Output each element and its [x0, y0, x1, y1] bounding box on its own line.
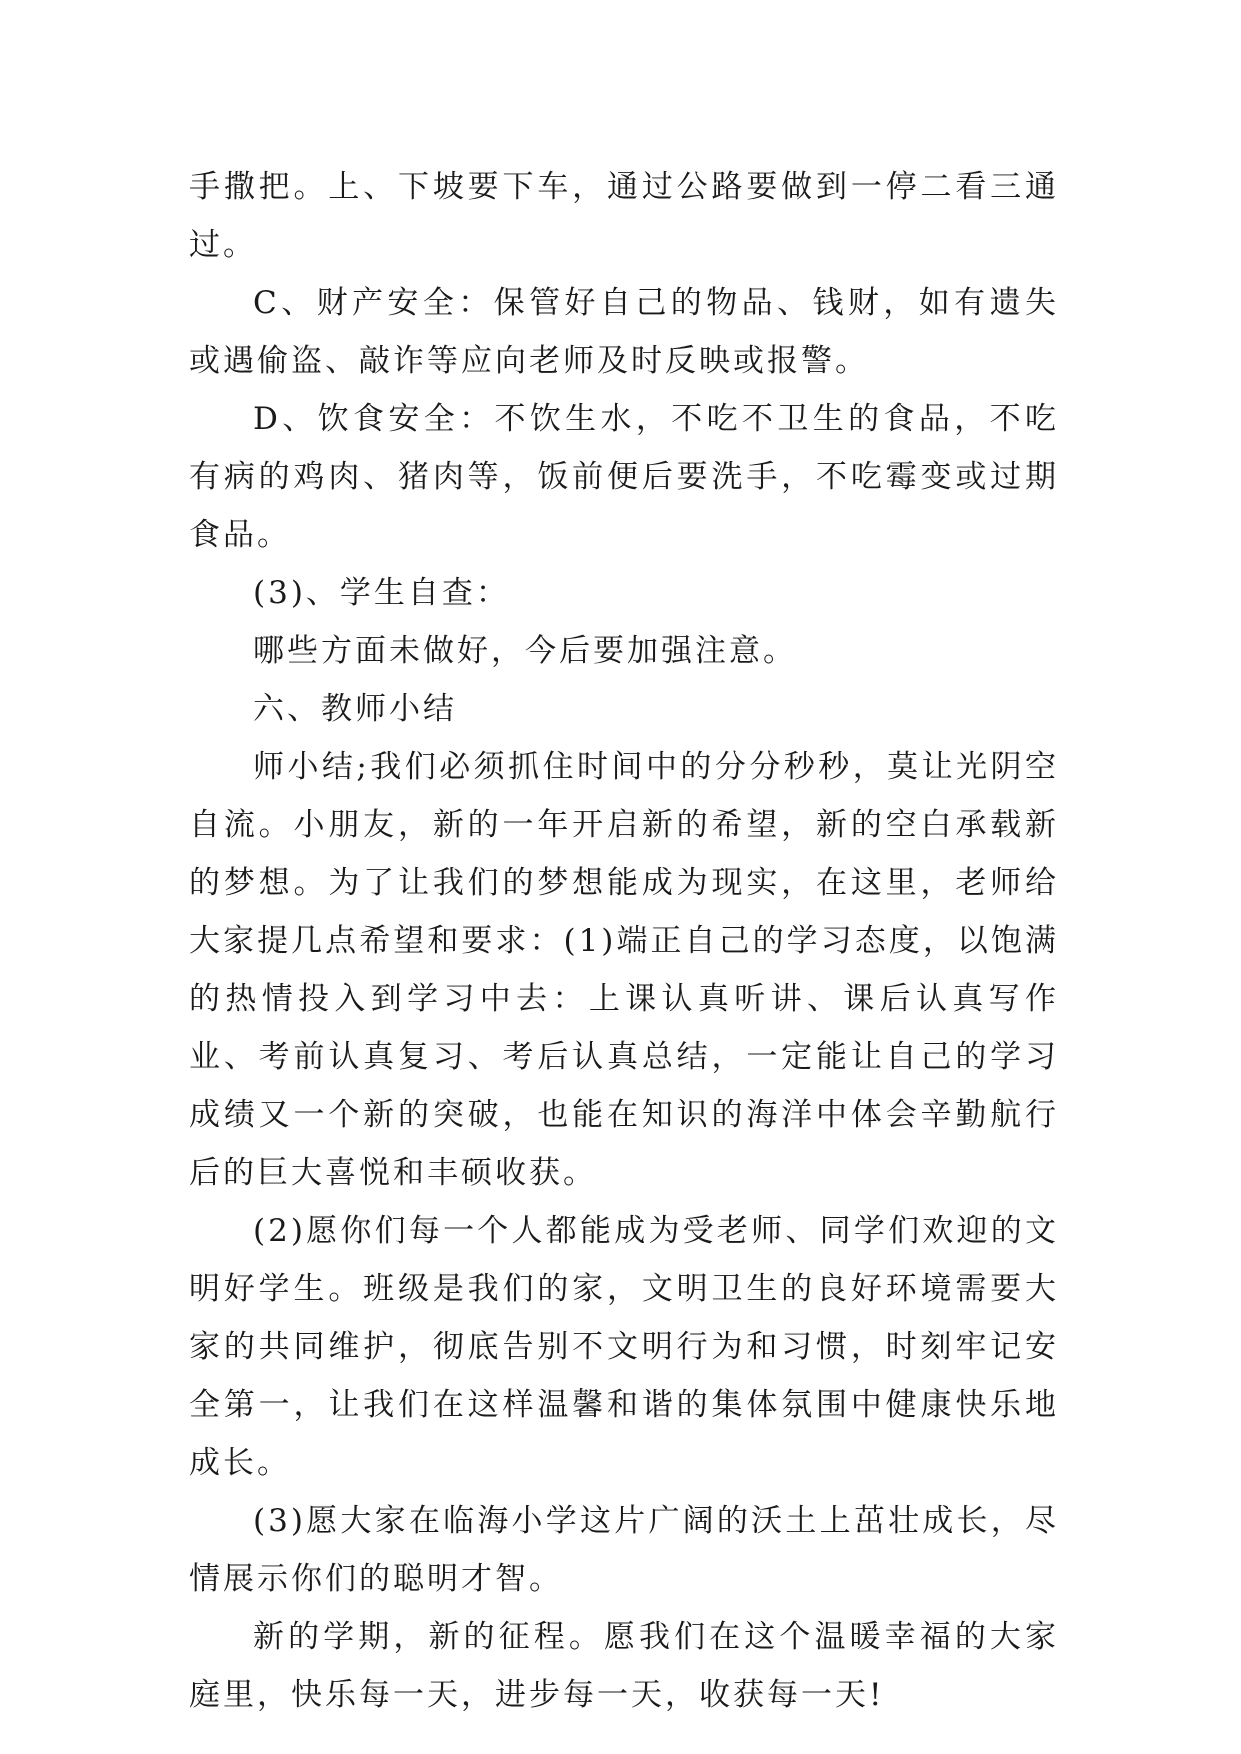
paragraph-3: D、饮食安全：不饮生水，不吃不卫生的食品，不吃有病的鸡肉、猪肉等，饭前便后要洗手，不吃霉变或过期食品。: [189, 401, 1059, 553]
paragraph-5: 哪些方面未做好，今后要加强注意。: [253, 633, 797, 669]
document-body: [189, 158, 1059, 1724]
paragraph-1: 手撒把。上、下坡要下车，通过公路要做到一停二看三通过。: [189, 169, 1059, 263]
paragraph-8: (2)愿你们每一个人都能成为受老师、同学们欢迎的文明好学生。班级是我们的家，文明卫生的良好环境需要大家的共同维护，彻底告别不文明行为和习惯，时刻牢记安全第一，让我们在这样温馨和谐的集体氛围中健康快乐地成长。: [189, 1213, 1059, 1481]
paragraph-7: 师小结;我们必须抓住时间中的分分秒秒，莫让光阴空自流。小朋友，新的一年开启新的希望，新的空白承载新的梦想。为了让我们的梦想能成为现实，在这里，老师给大家提几点希望和要求：(1)端正自己的学习态度，以饱满的热情投入到学习中去：上课认真听讲、课后认真写作业、考前认真复习、考后认真总结，一定能让自己的学习成绩又一个新的突破，也能在知识的海洋中体会辛勤航行后的巨大喜悦和丰硕收获。: [189, 749, 1059, 1191]
paragraph-2: C、财产安全：保管好自己的物品、钱财，如有遗失或遇偷盗、敲诈等应向老师及时反映或报警。: [189, 285, 1059, 379]
paragraph-9: (3)愿大家在临海小学这片广阔的沃土上茁壮成长，尽情展示你们的聪明才智。: [189, 1503, 1059, 1597]
paragraph-10: 新的学期，新的征程。愿我们在这个温暖幸福的大家庭里，快乐每一天，进步每一天，收获每一天!: [189, 1619, 1059, 1713]
paragraph-4: (3)、学生自查：: [253, 575, 510, 611]
section-heading: 六、教师小结: [253, 691, 457, 727]
